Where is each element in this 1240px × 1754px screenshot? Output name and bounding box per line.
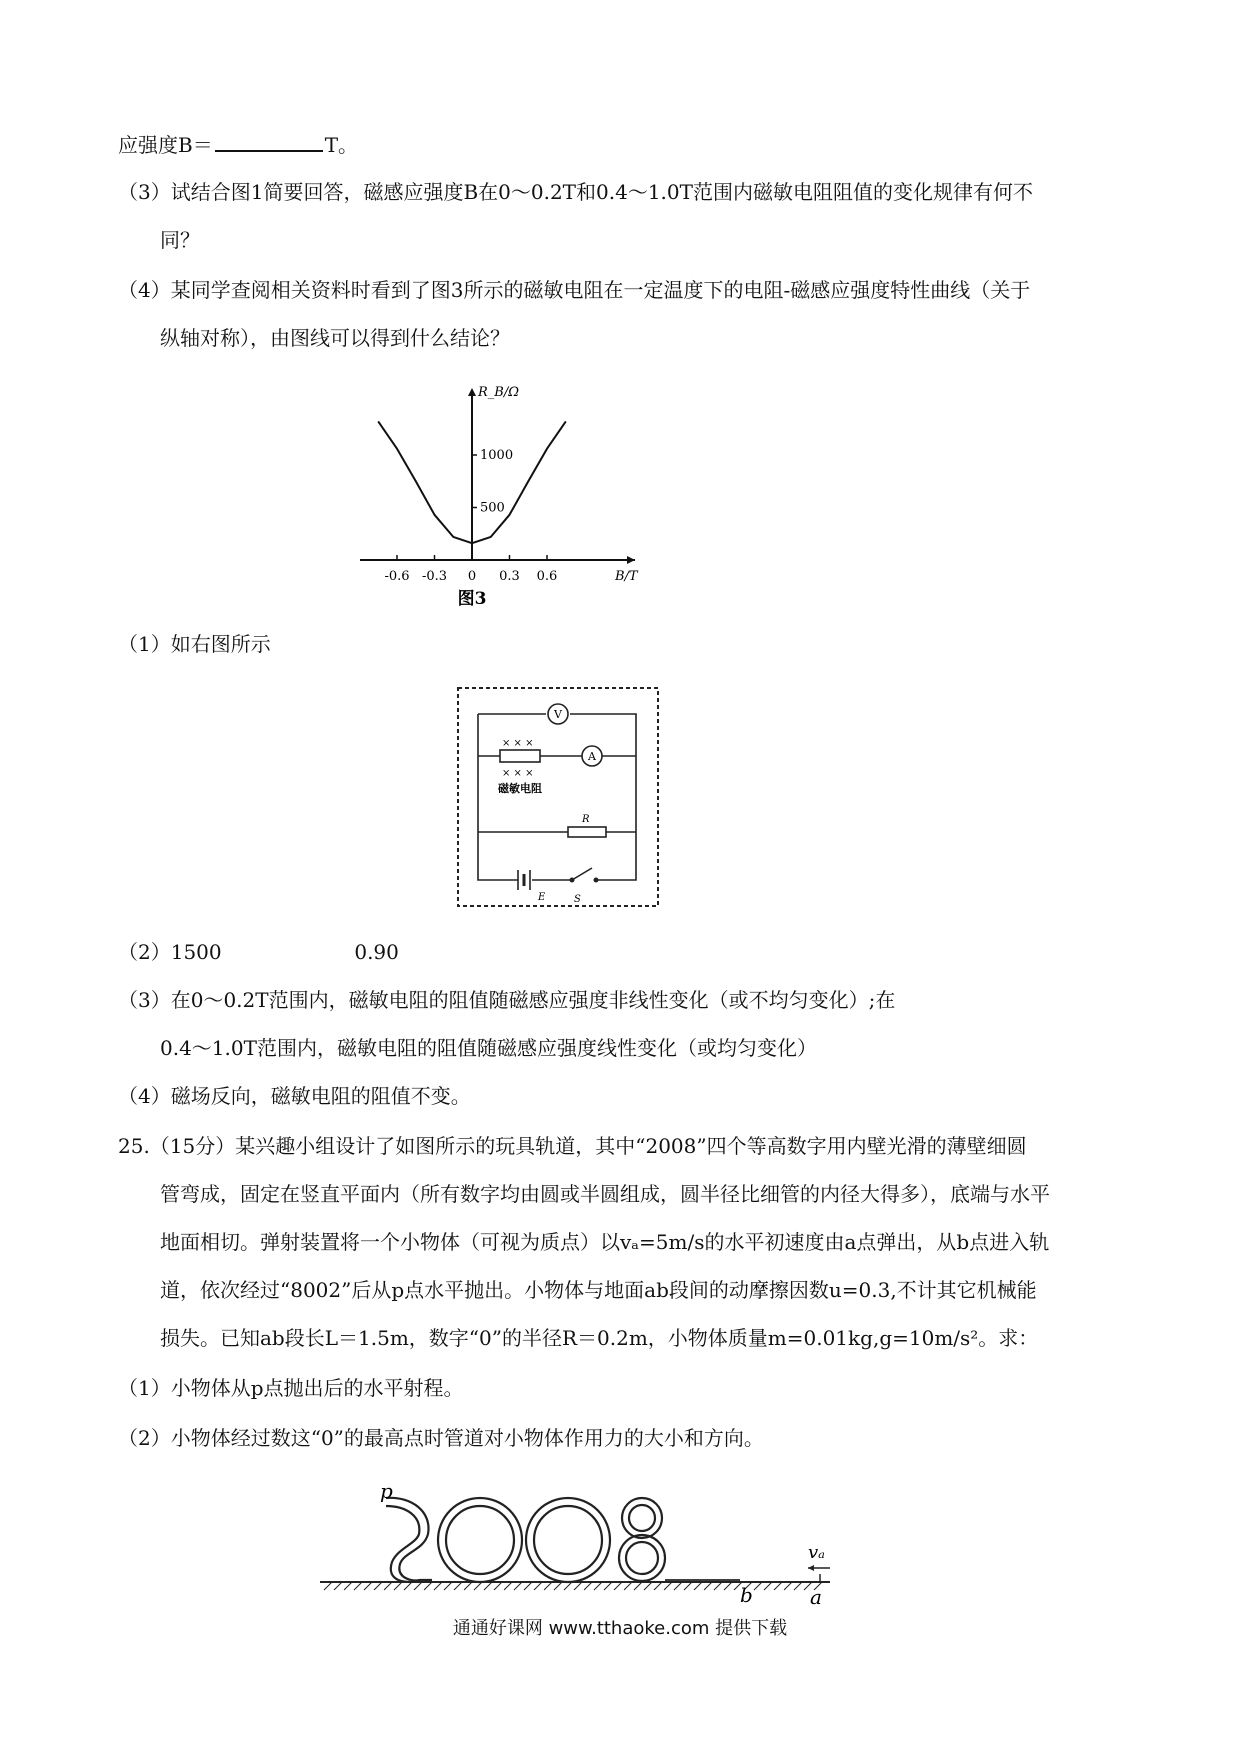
- problem-25-question-1: （1）小物体从p点抛出后的水平射程。: [118, 1376, 464, 1400]
- magnetoresistor-label: 磁敏电阻: [498, 782, 542, 795]
- y-tick-label: 500: [480, 500, 505, 516]
- answer-3-line-1: （3）在0～0.2T范围内，磁敏电阻的阻值随磁感应强度非线性变化（或不均匀变化）;在: [118, 988, 896, 1012]
- x-tick-label: 0.6: [536, 569, 558, 584]
- circuit-diagram: [452, 682, 666, 918]
- figure-3-chart: [384, 370, 700, 620]
- text-post: T。: [324, 133, 359, 157]
- answer-2-value: 0.90: [354, 940, 399, 964]
- problem-25-line-4: 道，依次经过“8002”后从p点水平抛出。小物体与地面ab段间的动摩擦因数u=0.3,不计其它机械能: [160, 1278, 1037, 1302]
- x-tick-label: -0.6: [384, 569, 410, 584]
- x-tick-label: -0.3: [421, 569, 448, 584]
- problem-25-line-3: 地面相切。弹射装置将一个小物体（可视为质点）以vₐ=5m/s的水平初速度由a点弹出，从b点进入轨: [160, 1230, 1050, 1254]
- point-p-label: p: [380, 1479, 393, 1503]
- rheostat-label: R: [582, 814, 590, 825]
- question-4-line-2: 纵轴对称），由图线可以得到什么结论？: [160, 326, 510, 350]
- rheostat-icon: [568, 827, 606, 837]
- field-crosses-top: × × ×: [502, 738, 534, 749]
- x-axis-arrow-icon: [627, 556, 635, 564]
- problem-25-line-2: 管弯成，固定在竖直平面内（所有数字均由圆或半圆组成，圆半径比细管的内径大得多），底端与水平: [160, 1182, 1050, 1206]
- magnetoresistor-icon: [500, 750, 540, 762]
- problem-25-question-2: （2）小物体经过数这“0”的最高点时管道对小物体作用力的大小和方向。: [118, 1426, 764, 1450]
- point-b-label: b: [740, 1583, 753, 1607]
- page-footer: 通通好课网 www.tthaoke.com 提供下载: [452, 1618, 788, 1639]
- question-4-line-1: （4）某同学查阅相关资料时看到了图3所示的磁敏电阻在一定温度下的电阻-磁感应强度特性曲线（关于: [118, 278, 1031, 302]
- problem-25-line-5: 损失。已知ab段长L＝1.5m，数字“0”的半径R＝0.2m，小物体质量m=0.01kg,g=10m/s²。求：: [160, 1326, 1039, 1350]
- fill-blank: [215, 132, 323, 152]
- y-axis-arrow-icon: [468, 388, 476, 396]
- x-tick-label: 0.3: [499, 569, 520, 584]
- answer-2-label: （2）1500: [118, 940, 222, 964]
- voltmeter-label: V: [554, 708, 562, 721]
- x-tick-label: 0: [467, 569, 477, 584]
- field-crosses-bottom: × × ×: [502, 768, 534, 779]
- problem-25-line-1: 25.（15分）某兴趣小组设计了如图所示的玩具轨道，其中“2008”四个等高数字用内壁光滑的薄壁细圆: [118, 1134, 1027, 1158]
- answer-1: （1）如右图所示: [118, 632, 271, 656]
- question-3-line-2: 同？: [160, 228, 200, 252]
- question-3-line-1: （3）试结合图1简要回答，磁感应强度B在0～0.2T和0.4～1.0T范围内磁敏电阻阻值的变化规律有何不: [118, 180, 1033, 204]
- answer-2: [118, 940, 399, 964]
- y-tick-label: 1000: [480, 448, 514, 463]
- answer-line-b: [118, 132, 358, 157]
- velocity-label: vₐ: [808, 1542, 825, 1563]
- answer-3-line-2: 0.4～1.0T范围内，磁敏电阻的阻值随磁感应强度线性变化（或均匀变化）: [160, 1036, 817, 1060]
- first-zero-track: [438, 1498, 522, 1582]
- answer-4: （4）磁场反向，磁敏电阻的阻值不变。: [118, 1084, 471, 1108]
- digit-2-track: [386, 1498, 432, 1582]
- point-a-label: a: [810, 1585, 822, 1609]
- battery-label: E: [538, 892, 546, 903]
- y-axis-label: R_B/Ω: [478, 385, 519, 400]
- x-axis-label: B/T: [615, 569, 638, 584]
- second-zero-track: [526, 1498, 610, 1582]
- switch-label: S: [574, 894, 581, 905]
- ammeter-label: A: [588, 750, 596, 763]
- track-2008-figure: [320, 1478, 840, 1608]
- figure-caption: 图3: [457, 589, 487, 609]
- text-pre: 应强度B＝: [118, 133, 213, 157]
